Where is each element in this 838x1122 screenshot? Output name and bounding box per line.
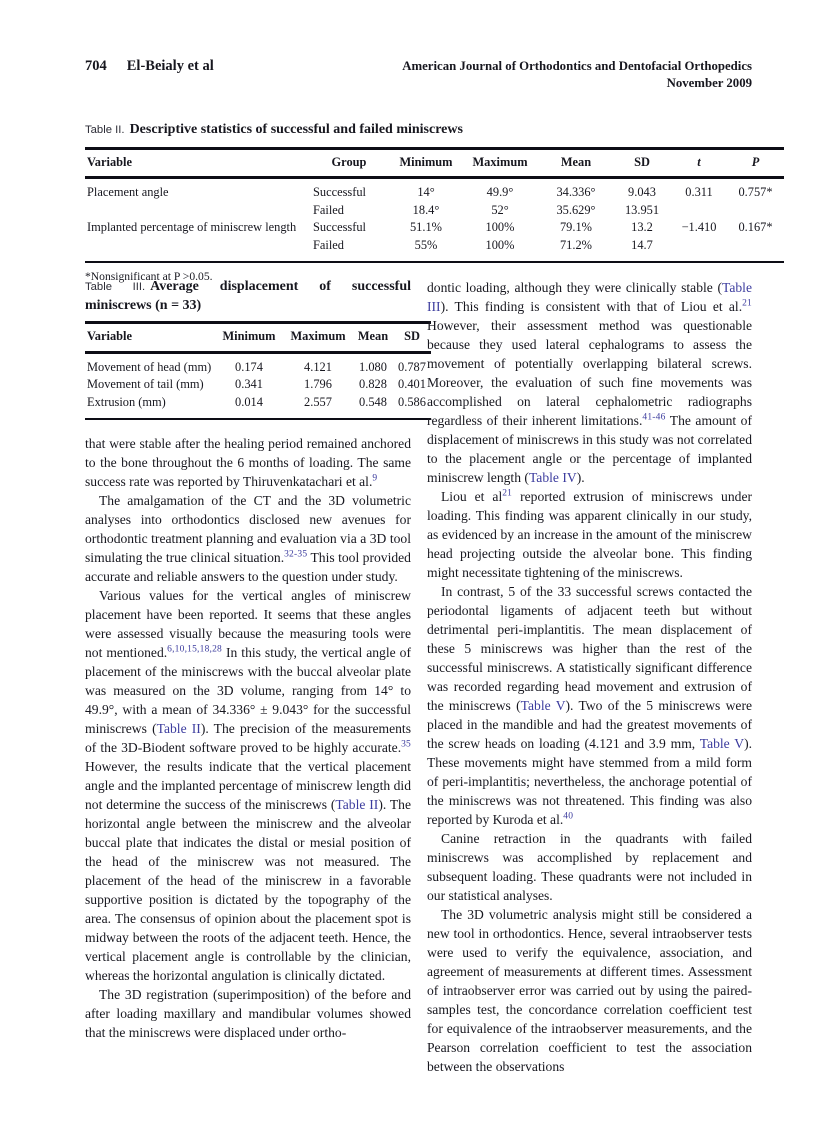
table-ref[interactable]: Table II [335, 797, 379, 812]
column-header: P [727, 148, 784, 178]
table-3-label: Table III. [85, 281, 146, 293]
text-run: In contrast, 5 of the 33 successful screws contacted the periodontal ligaments of adjacent teeth but without detrimental peri-implantitis. The mean displacement of these 5 miniscrews was higher than the rest of the successful miniscrews. A statistically significant difference was recorded regarding head movement and extrusion of the miniscrews ( [427, 584, 752, 713]
table-2 [85, 147, 784, 264]
paragraph [85, 586, 411, 985]
table-cell: 2.557 [304, 394, 332, 409]
text-run: Liou et al [441, 489, 503, 504]
text-run: Various values for the vertical angles of miniscrew placement have been reported. It seems that these angles were assessed visually because the measuring tools were not mentioned. [85, 588, 411, 660]
citation-ref[interactable]: 32-35 [284, 549, 308, 560]
citation-ref[interactable]: 40 [563, 811, 574, 822]
table-cell: 51.1% [409, 220, 442, 234]
text-run: ). The precision of the measurements of the 3D-Biodent software proved to be highly accurate. [85, 721, 411, 755]
paragraph [85, 434, 411, 491]
left-column [85, 278, 426, 1042]
paragraph [85, 985, 411, 1042]
table-cell: 13.951 [624, 202, 660, 217]
table-ref[interactable]: Table III [427, 280, 752, 314]
column-header: Minimum [215, 323, 283, 353]
column-header: Group [307, 148, 391, 178]
text-run: However, their assessment method was questionable because they used lateral cephalograms to assess the movement of potentially overlapping bilateral screws. Moreover, the evaluation of such fine movements was accomplished on lateral cephalometric radiographs regardless of their inherent limitations. [427, 318, 752, 428]
table-cell: 0.174 [235, 359, 263, 374]
column-header: Maximum [283, 323, 353, 353]
text-run: ). This finding is consistent with that of Liou et al. [440, 299, 743, 314]
table-cell: Implanted percentage of miniscrew length [87, 220, 297, 234]
column-header: t [671, 148, 727, 178]
column-header: Minimum [391, 148, 461, 178]
text-run: ). These movements might have stemmed from a mild form of peri-implantitis; nevertheless, the anchorage potential of the miniscrews was not threatened. This finding was also reported by Kuroda et al. [427, 736, 753, 827]
table-cell: 1.796 [304, 377, 332, 391]
table-cell: 35.629° [556, 202, 596, 217]
citation-ref[interactable]: 6,10,15,18,28 [167, 644, 222, 655]
table-cell: Successful [313, 185, 366, 199]
table-cell: 52° [491, 202, 509, 217]
table-ref[interactable]: Table II [156, 721, 201, 736]
table-cell: Extrusion (mm) [87, 394, 166, 409]
table-3-title: Average displacement of successful miniscrews (n = 33) [85, 279, 411, 313]
table-header-row [85, 148, 784, 178]
table-cell: 14.7 [631, 237, 653, 252]
table-cell [671, 202, 727, 220]
left-column-text [85, 434, 411, 1042]
table-ref[interactable]: Table V [520, 698, 566, 713]
table-cell: 9.043 [628, 185, 656, 199]
column-header: SD [393, 323, 431, 353]
right-column-text [427, 278, 752, 1076]
text-run: However, the results indicate that the vertical placement angle and the implanted percentage of miniscrew length did not determine the success of the miniscrews ( [85, 759, 411, 812]
table-cell [671, 237, 727, 263]
right-column [427, 278, 752, 1076]
column-header: SD [613, 148, 671, 178]
column-header: Maximum [461, 148, 539, 178]
column-header: Variable [85, 323, 215, 353]
table-cell: Failed [313, 202, 344, 217]
table-cell: Movement of tail (mm) [87, 377, 204, 391]
table-row [85, 219, 784, 237]
table-2-title: Descriptive statistics of successful and failed miniscrews [129, 122, 463, 137]
text-run: that were stable after the healing period remained anchored to the bone throughout the 6 months of loading. The same success rate was reported by Thiruvenkatachari et al. [85, 436, 411, 489]
table-row [85, 178, 784, 202]
text-run: dontic loading, although they were clinically stable ( [427, 280, 722, 295]
text-run: ). Two of the 5 miniscrews were placed in the mandible and had the greatest movements of the screw heads on loading (4.121 and 3.9 mm, [427, 698, 753, 751]
table-cell: −1.410 [681, 220, 717, 234]
text-run: The amalgamation of the CT and the 3D volumetric analyses into orthodontics disclosed new avenues for orthodontic treatment planning and evaluation via a 3D tool simulating the true clinical situation. [85, 493, 411, 565]
issue-date: November 2009 [666, 76, 752, 90]
table-cell: 0.757* [738, 185, 773, 199]
citation-ref[interactable]: 21 [502, 488, 513, 499]
page-number: 704 [85, 58, 107, 74]
paragraph [85, 491, 411, 586]
table-cell: 79.1% [559, 220, 592, 234]
table-3-section [85, 278, 426, 420]
table-cell [85, 202, 307, 220]
column-header: Variable [85, 148, 307, 178]
table-cell: Successful [313, 220, 366, 234]
table-cell: 0.548 [359, 394, 387, 409]
table-ref[interactable]: Table V [699, 736, 745, 751]
table-cell: Failed [313, 237, 344, 252]
table-row [85, 237, 784, 263]
running-head [85, 58, 752, 92]
citation-ref[interactable]: 21 [742, 298, 752, 309]
citation-ref[interactable]: 35 [401, 739, 411, 750]
table-cell: 34.336° [556, 185, 596, 199]
text-run: The 3D registration (superimposition) of the before and after loading maxillary and mandibular volumes showed that the miniscrews were displaced under ortho- [85, 987, 411, 1040]
table-cell: 100% [485, 237, 515, 252]
table-cell: Placement angle [87, 185, 169, 199]
text-run: reported extrusion of miniscrews under loading. This finding was apparent clinically in our study, as evidenced by an increase in the amount of the miniscrew head projecting outside the alveolar bone. This finding might necessitate tightening of the miniscrews. [427, 489, 752, 580]
table-cell: 18.4° [412, 202, 440, 217]
text-run: ). [576, 470, 585, 485]
table-2-label: Table II. [85, 124, 125, 136]
paragraph [427, 829, 752, 905]
table-cell: 71.2% [559, 237, 592, 252]
table-cell: 0.787 [398, 359, 426, 374]
journal-name: American Journal of Orthodontics and Dentofacial Orthopedics [402, 59, 752, 73]
table-row [85, 394, 431, 420]
table-cell: 55% [414, 237, 438, 252]
table-cell: 14° [417, 185, 435, 199]
table-cell: 100% [485, 220, 515, 234]
table-cell: 0.167* [738, 220, 773, 234]
table-cell [727, 202, 784, 220]
paragraph [427, 487, 752, 582]
text-run: Canine retraction in the quadrants with failed miniscrews was accomplished by replacement and subsequent loading. These quadrants were not included in our statistical analyses. [427, 831, 752, 903]
table-cell: Movement of head (mm) [87, 359, 212, 374]
table-cell: 1.080 [359, 359, 387, 374]
paragraph [427, 582, 752, 829]
table-2-caption [85, 121, 752, 140]
table-cell: 0.311 [685, 185, 713, 199]
text-run: ). The horizontal angle between the miniscrew and the alveolar buccal plate that indicates the distal or mesial position of the head of the miniscrew was not measured. The placement of the head of the miniscrew in a favorable supportive position is dictated by the topography of the area. The consensus of opinion about the placement spot is midway between the roots of the adjacent teeth. Hence, the vertical placement angle is controllable by the clinician, whereas the horizontal angulation is clinically dictated. [85, 797, 411, 983]
table-cell: 0.828 [359, 377, 387, 391]
citation-ref[interactable]: 41-46 [642, 412, 666, 423]
table-cell: 0.401 [398, 377, 426, 391]
table-cell: 0.341 [235, 377, 263, 391]
table-ref[interactable]: Table IV [528, 470, 577, 485]
table-header-row [85, 323, 431, 353]
text-run: The 3D volumetric analysis might still be considered a new tool in orthodontics. Hence, several intraobserver tests were used to verify the equivalence, association, and agreement of measurements at different times. Assessment of intraobserver error was carried out by using the paired-samples test, the concordance correlation coefficient test for equivalence of the intraobserver measurements, and the Pearson correlation coefficient to test the association between the observations [427, 907, 752, 1074]
table-row [85, 202, 784, 220]
column-header: Mean [539, 148, 613, 178]
table-cell: 4.121 [304, 359, 332, 374]
table-cell: 49.9° [486, 185, 514, 199]
text-run: This tool provided accurate and reliable answers to the question under study. [85, 550, 411, 584]
paragraph [427, 905, 752, 1076]
table-2-section [85, 121, 773, 283]
table-row [85, 376, 431, 394]
table-cell: 0.586 [398, 394, 426, 409]
table-cell: 0.014 [235, 394, 263, 409]
table-row [85, 352, 431, 376]
running-head-left [85, 58, 214, 75]
column-header: Mean [353, 323, 393, 353]
table-cell [727, 237, 784, 263]
text-run: The amount of displacement of miniscrews in this study was not correlated to the placement angle or the percentage of implanted miniscrew length ( [427, 413, 752, 485]
journal-name-block [402, 58, 752, 92]
text-run: In this study, the vertical angle of placement of the miniscrews with the buccal alveolar plate was measured on the 3D volume, ranging from 14° to 49.9°, with a mean of 34.336° ± 9.043° for the successful miniscrews ( [85, 645, 411, 736]
citation-ref[interactable]: 9 [372, 473, 378, 484]
running-authors: El-Beialy et al [126, 58, 214, 74]
table-3-caption [85, 278, 411, 314]
table-cell [85, 237, 307, 263]
paragraph [427, 278, 752, 487]
table-2-footnote: *Nonsignificant at P >0.05. [85, 270, 213, 283]
table-3 [85, 321, 431, 420]
table-cell: 13.2 [631, 220, 653, 234]
